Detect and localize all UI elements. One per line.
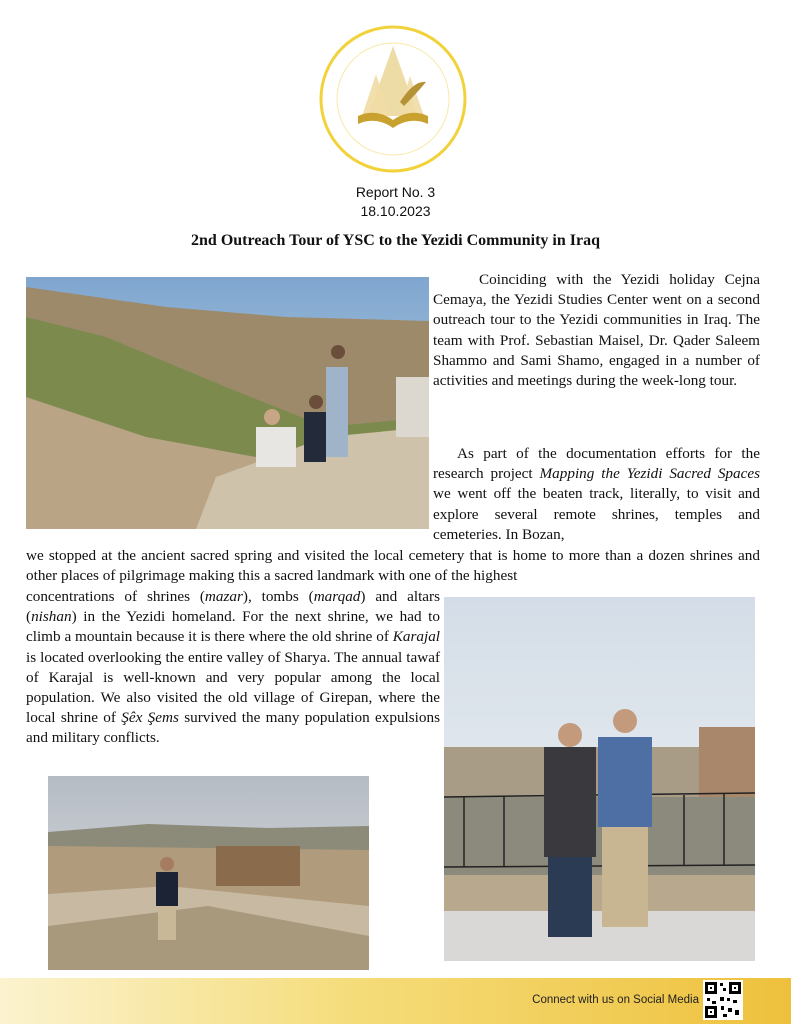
shrines-paragraph — [26, 587, 440, 749]
p4-text-f: survived the many population expulsions and military conflicts. — [26, 709, 440, 747]
hilltop-photo — [48, 776, 369, 970]
bozan-text: we stopped at the ancient sacred spring and visited the local cemetery that is home to more than a dozen shrines and other places of pilgrimage making this a sacred landmark with one of the highest — [26, 547, 760, 585]
qr-code-icon[interactable] — [703, 980, 743, 1020]
social-media-label: Connect with us on Social Media — [532, 994, 699, 1006]
term-mazar: mazar — [204, 588, 243, 605]
p2-text-b: we went off the beaten track, literally, to visit and explore several remote shrines, temples and cemeteries. In Bozan, — [433, 485, 760, 543]
p4-text-e: is located overlooking the entire valley of Sharya. The annual tawaf of Karajal is well-known and very popular among the local population. We also visited the old village of Girepan, where the local shrine of — [26, 648, 440, 727]
p4-text-b: ), tombs ( — [242, 588, 314, 605]
intro-paragraph — [433, 270, 760, 391]
project-name: Mapping the Yezidi Sacred Spaces — [539, 465, 760, 483]
intro-text: Coinciding with the Yezidi holiday Cejna Cemaya, the Yezidi Studies Center went on a second outreach tour to the Yezidi communities in Iraq. The team with Prof. Sebastian Maisel, Dr. Qader Saleem Shammo and Sami Shamo, engaged in a number of activities and meetings during the week-long tour. — [433, 271, 760, 390]
bozan-paragraph — [26, 546, 760, 586]
term-shex-shems: Şêx Şems — [121, 709, 179, 727]
documentation-paragraph — [433, 444, 760, 545]
valley-group-photo — [26, 277, 429, 529]
p4-text-d: ) in the Yezidi homeland. For the next shrine, we had to climb a mountain because it is there where the old shrine of — [26, 608, 440, 646]
term-nishan: nishan — [31, 608, 72, 626]
term-karajal: Karajal — [392, 628, 441, 646]
p2-text-a: As part of the documentation efforts for the research project — [433, 445, 760, 483]
two-men-photo — [444, 597, 755, 961]
term-marqad: marqad — [313, 588, 361, 605]
ysc-logo — [318, 24, 468, 174]
p4-text-a: concentrations of shrines ( — [26, 588, 205, 605]
report-number: Report No. 3 — [355, 184, 436, 200]
page-title: 2nd Outreach Tour of YSC to the Yezidi Community in Iraq — [191, 232, 600, 249]
p4-text-c: ) and altars ( — [26, 588, 441, 626]
report-date: 18.10.2023 — [360, 203, 431, 219]
footer-bar — [0, 978, 791, 1024]
